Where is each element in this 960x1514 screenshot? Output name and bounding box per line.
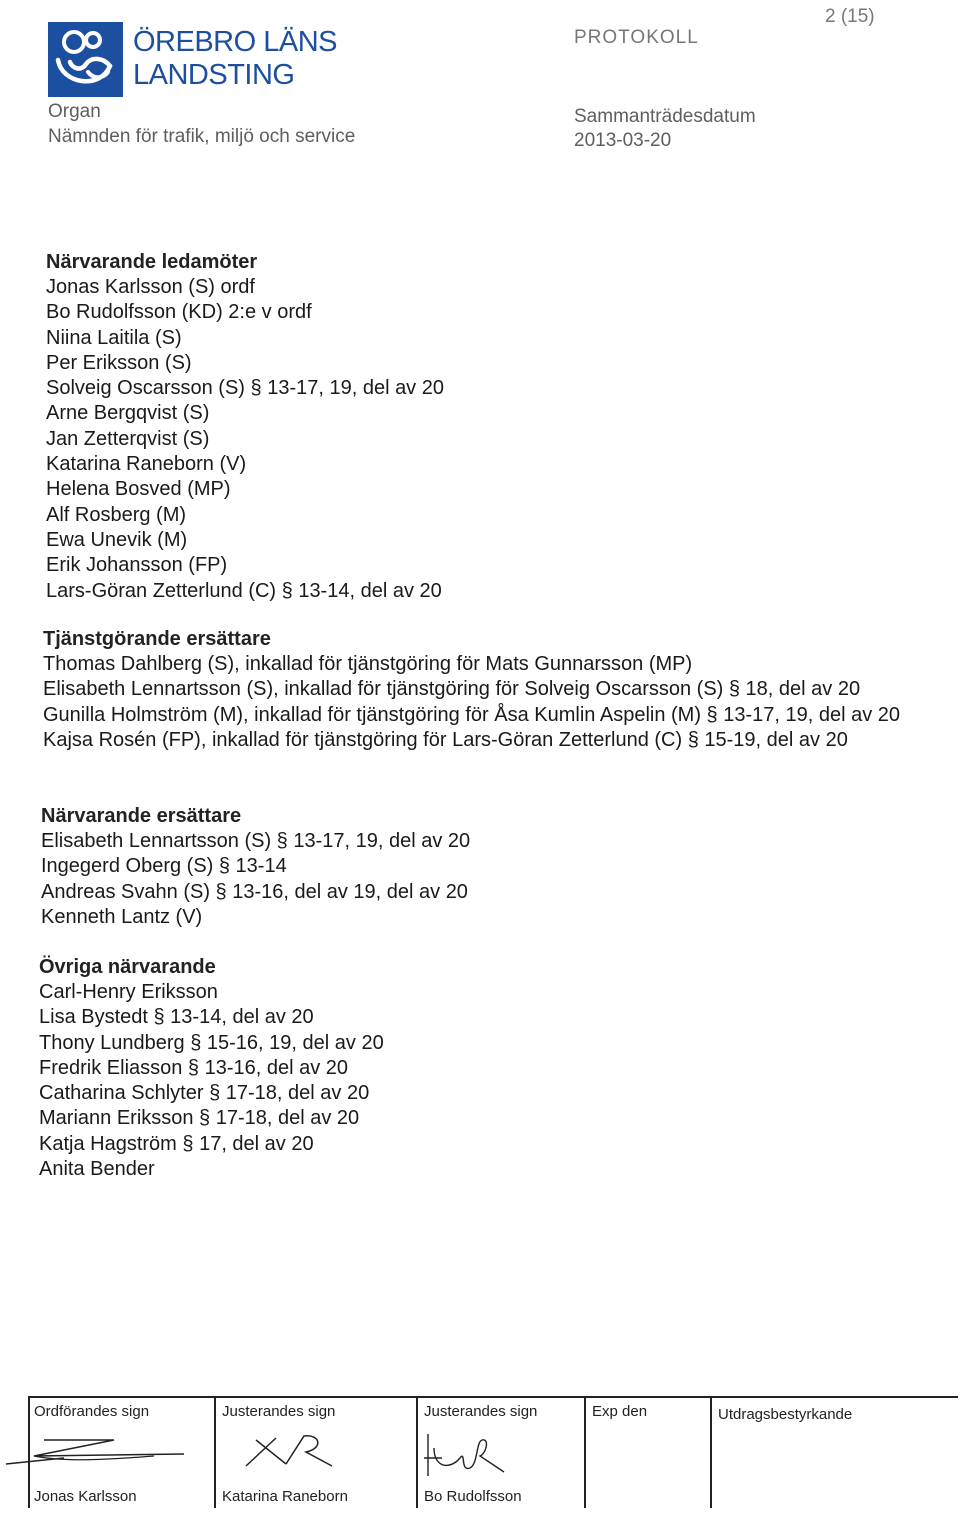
list-item: Kajsa Rosén (FP), inkallad för tjänstgöring för Lars-Göran Zetterlund (C) § 15-19, del av 20: [43, 728, 848, 751]
list-item: Ingegerd Oberg (S) § 13-14: [41, 855, 287, 878]
section-title: Övriga närvarande: [39, 956, 216, 978]
list-item: Thony Lundberg § 15-16, 19, del av 20: [39, 1031, 384, 1054]
logo-emblem-icon: [48, 22, 123, 97]
list-item: Ewa Unevik (M): [46, 528, 188, 551]
exp-date-label: Exp den: [592, 1403, 648, 1420]
section-title: Närvarande ersättare: [41, 805, 242, 827]
list-item: Kenneth Lantz (V): [41, 905, 203, 928]
list-item: Per Eriksson (S): [46, 351, 192, 374]
document-type: PROTOKOLL: [574, 27, 699, 48]
list-item: Thomas Dahlberg (S), inkallad för tjänstgöring för Mats Gunnarsson (MP): [43, 653, 693, 675]
list-item: Carl-Henry Eriksson: [39, 981, 218, 1003]
list-item: Lisa Bystedt § 13-14, del av 20: [39, 1006, 314, 1029]
adjuster2-signature-mark: [420, 1428, 510, 1484]
list-item: Erik Johansson (FP): [46, 554, 228, 577]
adjuster2-sign-label: Justerandes sign: [424, 1403, 538, 1420]
organ-label: Organ: [48, 101, 101, 122]
list-item: Alf Rosberg (M): [46, 503, 187, 526]
chair-name: Jonas Karlsson: [34, 1488, 137, 1505]
signature-table: [28, 1396, 958, 1510]
list-item: Bo Rudolfsson (KD) 2:e v ordf: [46, 301, 312, 324]
list-item: Arne Bergqvist (S): [46, 402, 210, 425]
chair-signature-cell: [28, 1398, 214, 1508]
list-item: Jonas Karlsson (S) ordf: [46, 276, 255, 298]
extract-certification-cell: [712, 1398, 958, 1508]
landsting-logo: [48, 22, 123, 97]
adjuster1-signature-cell: [216, 1398, 416, 1508]
list-item: Jan Zetterqvist (S): [46, 427, 210, 450]
meeting-date: 2013-03-20: [574, 130, 672, 151]
page-number: 2 (15): [825, 6, 875, 27]
adjuster2-name: Bo Rudolfsson: [424, 1488, 522, 1505]
list-item: Elisabeth Lennartsson (S), inkallad för tjänstgöring för Solveig Oscarsson (S) § 18, del av 20: [43, 678, 861, 701]
section-present-members: [46, 250, 444, 604]
date-label: Sammanträdesdatum: [574, 106, 756, 127]
list-item: Elisabeth Lennartsson (S) § 13-17, 19, del av 20: [41, 830, 471, 852]
list-item: Anita Bender: [39, 1158, 155, 1181]
adjuster1-signature-mark: [236, 1426, 346, 1476]
chair-signature-mark: [4, 1426, 194, 1476]
list-item: Niina Laitila (S): [46, 326, 182, 349]
list-item: Katarina Raneborn (V): [46, 453, 247, 476]
list-item: Fredrik Eliasson § 13-16, del av 20: [39, 1056, 349, 1079]
organ-value: Nämnden för trafik, miljö och service: [48, 126, 356, 147]
org-name-line1: ÖREBRO LÄNS: [133, 26, 337, 58]
list-item: Helena Bosved (MP): [46, 478, 231, 501]
adjuster1-sign-label: Justerandes sign: [222, 1403, 336, 1420]
list-item: Solveig Oscarsson (S) § 13-17, 19, del av 20: [46, 377, 444, 400]
list-item: Mariann Eriksson § 17-18, del av 20: [39, 1107, 360, 1130]
exp-date-cell: [586, 1398, 710, 1508]
section-serving-substitutes: [43, 627, 958, 753]
list-item: Katja Hagström § 17, del av 20: [39, 1132, 314, 1155]
section-present-substitutes: [41, 804, 470, 930]
list-item: Gunilla Holmström (M), inkallad för tjänstgöring för Åsa Kumlin Aspelin (M) § 13-17, 19, del av 20: [43, 703, 901, 726]
list-item: Catharina Schlyter § 17-18, del av 20: [39, 1082, 370, 1105]
org-name-line2: LANDSTING: [133, 59, 295, 91]
section-title: Närvarande ledamöter: [46, 251, 258, 273]
list-item: Lars-Göran Zetterlund (C) § 13-14, del av 20: [46, 579, 442, 602]
adjuster2-signature-cell: [418, 1398, 584, 1508]
list-item: Andreas Svahn (S) § 13-16, del av 19, del av 20: [41, 880, 468, 903]
section-others-present: [39, 955, 384, 1182]
section-title: Tjänstgörande ersättare: [43, 628, 271, 650]
adjuster1-name: Katarina Raneborn: [222, 1488, 348, 1505]
organization-name: [133, 26, 337, 92]
chair-sign-label: Ordförandes sign: [34, 1403, 150, 1420]
extract-certification-label: Utdragsbestyrkande: [718, 1406, 853, 1423]
